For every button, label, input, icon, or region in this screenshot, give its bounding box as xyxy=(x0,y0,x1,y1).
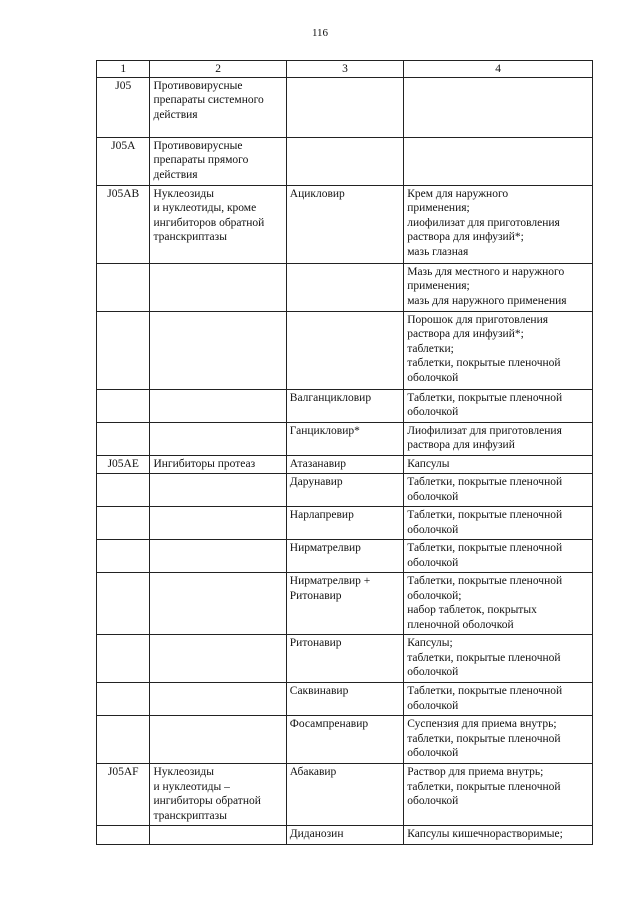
drug-name-line: Нарлапревир xyxy=(289,509,354,521)
table-row xyxy=(97,540,593,573)
table-row xyxy=(97,716,593,764)
atc-code-cell xyxy=(97,635,150,683)
group-name-line: препараты системного xyxy=(153,94,264,106)
dosage-form-line: Таблетки, покрытые пленочной xyxy=(407,476,563,488)
dosage-form-line: оболочкой xyxy=(407,406,459,418)
atc-code-cell xyxy=(97,764,150,826)
atc-code-cell xyxy=(97,683,150,716)
group-name-line: ингибиторы обратной xyxy=(153,795,261,807)
dosage-form-cell xyxy=(404,389,593,422)
table-row xyxy=(97,507,593,540)
group-name-line: ингибиторов обратной xyxy=(153,216,265,229)
column-header-2: 2 xyxy=(150,61,286,78)
group-name-line: Противовирусные xyxy=(153,79,243,92)
atc-code-cell xyxy=(97,311,150,389)
atc-code-cell xyxy=(97,540,150,573)
group-name-cell xyxy=(150,455,286,474)
dosage-form-cell xyxy=(404,137,593,185)
group-name-cell xyxy=(150,474,286,507)
group-name-line: действия xyxy=(153,108,198,121)
group-name-cell xyxy=(150,507,286,540)
table-row xyxy=(97,389,593,422)
group-name-line: Нуклеозиды xyxy=(153,187,214,200)
table-row xyxy=(97,573,593,635)
group-name-cell xyxy=(150,573,286,635)
dosage-form-line: таблетки, покрытые пленочной xyxy=(407,357,561,369)
dosage-form-cell xyxy=(404,573,593,635)
atc-code: J05A xyxy=(111,139,136,152)
dosage-form-line: мазь глазная xyxy=(407,245,469,258)
column-header-3: 3 xyxy=(286,61,403,78)
drug-name-line: Фосампренавир xyxy=(289,718,369,730)
dosage-form-line: оболочкой xyxy=(407,795,459,807)
dosage-form-line: оболочкой xyxy=(407,747,459,759)
drug-name-cell xyxy=(286,389,403,422)
drug-name-line: Ритонавир xyxy=(289,637,342,649)
drug-name-line: Валганцикловир xyxy=(289,391,372,404)
drug-name-line: Ганцикловир* xyxy=(289,424,360,437)
drug-name-cell xyxy=(286,185,403,263)
dosage-form-cell xyxy=(404,422,593,455)
dosage-form-cell xyxy=(404,77,593,137)
drug-name-cell xyxy=(286,455,403,474)
group-name-line: Противовирусные xyxy=(153,139,243,152)
group-name-line: и нуклеотиды, кроме xyxy=(153,202,257,214)
dosage-form-line: Капсулы xyxy=(407,457,450,470)
drug-name-line: Атазанавир xyxy=(289,457,347,470)
dosage-form-cell xyxy=(404,455,593,474)
page-number: 116 xyxy=(311,27,329,39)
dosage-form-line: оболочкой xyxy=(407,490,459,503)
dosage-form-line: таблетки, покрытые пленочной xyxy=(407,651,561,664)
atc-code-cell xyxy=(97,185,150,263)
group-name-line: Нуклеозиды xyxy=(153,766,214,778)
group-name-cell xyxy=(150,137,286,185)
dosage-form-line: оболочкой xyxy=(407,666,459,678)
table-row xyxy=(97,826,593,845)
group-name-cell xyxy=(150,422,286,455)
dosage-form-line: Лиофилизат для приготовления xyxy=(407,424,562,437)
atc-code: J05AB xyxy=(107,187,140,200)
group-name-line: транскриптазы xyxy=(153,809,227,822)
drug-name-line: Дарунавир xyxy=(289,476,343,488)
drug-name-line: Ацикловир xyxy=(289,187,345,200)
drug-name-cell xyxy=(286,137,403,185)
dosage-form-line: Таблетки, покрытые пленочной xyxy=(407,509,563,521)
table-row xyxy=(97,422,593,455)
atc-code-cell xyxy=(97,573,150,635)
atc-code-cell xyxy=(97,716,150,764)
group-name-line: препараты прямого xyxy=(153,154,249,166)
group-name-cell xyxy=(150,311,286,389)
group-name-cell xyxy=(150,540,286,573)
dosage-form-line: таблетки, покрытые пленочной xyxy=(407,732,561,745)
dosage-form-line: оболочкой xyxy=(407,556,459,569)
dosage-form-line: оболочкой xyxy=(407,523,459,536)
atc-code: J05 xyxy=(115,79,132,92)
dosage-form-line: Таблетки, покрытые пленочной xyxy=(407,685,563,697)
atc-code-cell xyxy=(97,826,150,845)
group-name-cell xyxy=(150,826,286,845)
dosage-form-line: раствора для инфузий*; xyxy=(407,231,524,243)
dosage-form-cell xyxy=(404,311,593,389)
dosage-form-line: Таблетки, покрытые пленочной xyxy=(407,391,563,404)
dosage-form-line: лиофилизат для приготовления xyxy=(407,216,560,229)
dosage-form-line: Мазь для местного и наружного xyxy=(407,265,565,278)
dosage-form-line: таблетки; xyxy=(407,342,454,355)
dosage-form-cell xyxy=(404,826,593,845)
dosage-form-line: Крем для наружного xyxy=(407,187,509,200)
table-row xyxy=(97,185,593,263)
atc-code: J05AE xyxy=(107,457,139,470)
group-name-line: и нуклеотиды – xyxy=(153,780,230,793)
drug-name-line: Нирматрелвир xyxy=(289,542,361,554)
table-row xyxy=(97,635,593,683)
dosage-form-line: Таблетки, покрытые пленочной xyxy=(407,542,563,554)
group-name-cell xyxy=(150,635,286,683)
dosage-form-cell xyxy=(404,683,593,716)
table-row xyxy=(97,683,593,716)
drug-name-cell xyxy=(286,77,403,137)
dosage-form-cell xyxy=(404,474,593,507)
table-row xyxy=(97,77,593,137)
group-name-cell xyxy=(150,263,286,311)
table-row xyxy=(97,263,593,311)
group-name-line: Ингибиторы протеаз xyxy=(153,457,256,470)
dosage-form-line: применения; xyxy=(407,202,470,214)
drug-name-line: Нирматрелвир + xyxy=(289,575,371,587)
dosage-form-cell xyxy=(404,263,593,311)
atc-code-cell xyxy=(97,77,150,137)
table-body xyxy=(97,77,593,844)
drug-name-line: Абакавир xyxy=(289,766,337,778)
drug-name-line: Диданозин xyxy=(289,828,344,840)
drug-name-cell xyxy=(286,311,403,389)
dosage-form-cell xyxy=(404,764,593,826)
dosage-form-line: оболочкой xyxy=(407,371,459,384)
drug-name-cell xyxy=(286,826,403,845)
column-header-1: 1 xyxy=(97,61,150,78)
group-name-cell xyxy=(150,389,286,422)
atc-code: J05AF xyxy=(107,766,139,778)
dosage-form-line: оболочкой; xyxy=(407,589,462,602)
drug-name-cell xyxy=(286,716,403,764)
group-name-line: действия xyxy=(153,168,198,181)
table-row xyxy=(97,137,593,185)
column-header-4: 4 xyxy=(404,61,593,78)
dosage-form-line: набор таблеток, покрытых xyxy=(407,604,537,616)
atc-code-cell xyxy=(97,389,150,422)
drug-name-cell xyxy=(286,635,403,683)
drug-name-cell xyxy=(286,263,403,311)
drug-name-cell xyxy=(286,422,403,455)
drug-name-line: Ритонавир xyxy=(289,589,342,602)
drug-name-cell xyxy=(286,573,403,635)
drug-name-cell xyxy=(286,474,403,507)
dosage-form-line: таблетки, покрытые пленочной xyxy=(407,780,561,793)
table-row xyxy=(97,455,593,474)
drug-name-cell xyxy=(286,683,403,716)
atc-code-cell xyxy=(97,474,150,507)
group-name-cell xyxy=(150,716,286,764)
table-row xyxy=(97,311,593,389)
table-row xyxy=(97,764,593,826)
dosage-form-line: Таблетки, покрытые пленочной xyxy=(407,575,563,587)
dosage-form-line: Суспензия для приема внутрь; xyxy=(407,718,557,730)
atc-code-cell xyxy=(97,507,150,540)
atc-code-cell xyxy=(97,263,150,311)
dosage-form-cell xyxy=(404,540,593,573)
table-row xyxy=(97,474,593,507)
dosage-form-line: Капсулы кишечнорастворимые; xyxy=(407,828,563,840)
dosage-form-line: Порошок для приготовления xyxy=(407,313,549,326)
drug-name-line: Саквинавир xyxy=(289,685,349,697)
group-name-cell xyxy=(150,185,286,263)
dosage-form-cell xyxy=(404,635,593,683)
atc-code-cell xyxy=(97,455,150,474)
drug-name-cell xyxy=(286,764,403,826)
dosage-form-line: Капсулы; xyxy=(407,637,453,649)
group-name-cell xyxy=(150,764,286,826)
dosage-form-line: пленочной оболочкой xyxy=(407,618,514,631)
table-header-row xyxy=(97,61,593,78)
dosage-form-line: Раствор для приема внутрь; xyxy=(407,766,544,778)
group-name-cell xyxy=(150,683,286,716)
drug-table xyxy=(96,60,593,845)
dosage-form-cell xyxy=(404,716,593,764)
dosage-form-line: раствора для инфузий xyxy=(407,439,515,451)
dosage-form-line: оболочкой xyxy=(407,699,459,712)
dosage-form-cell xyxy=(404,185,593,263)
dosage-form-line: мазь для наружного применения xyxy=(407,294,567,307)
dosage-form-line: применения; xyxy=(407,280,470,292)
group-name-line: транскриптазы xyxy=(153,231,227,243)
group-name-cell xyxy=(150,77,286,137)
dosage-form-line: раствора для инфузий*; xyxy=(407,328,524,340)
atc-code-cell xyxy=(97,137,150,185)
atc-code-cell xyxy=(97,422,150,455)
drug-name-cell xyxy=(286,540,403,573)
dosage-form-cell xyxy=(404,507,593,540)
drug-name-cell xyxy=(286,507,403,540)
